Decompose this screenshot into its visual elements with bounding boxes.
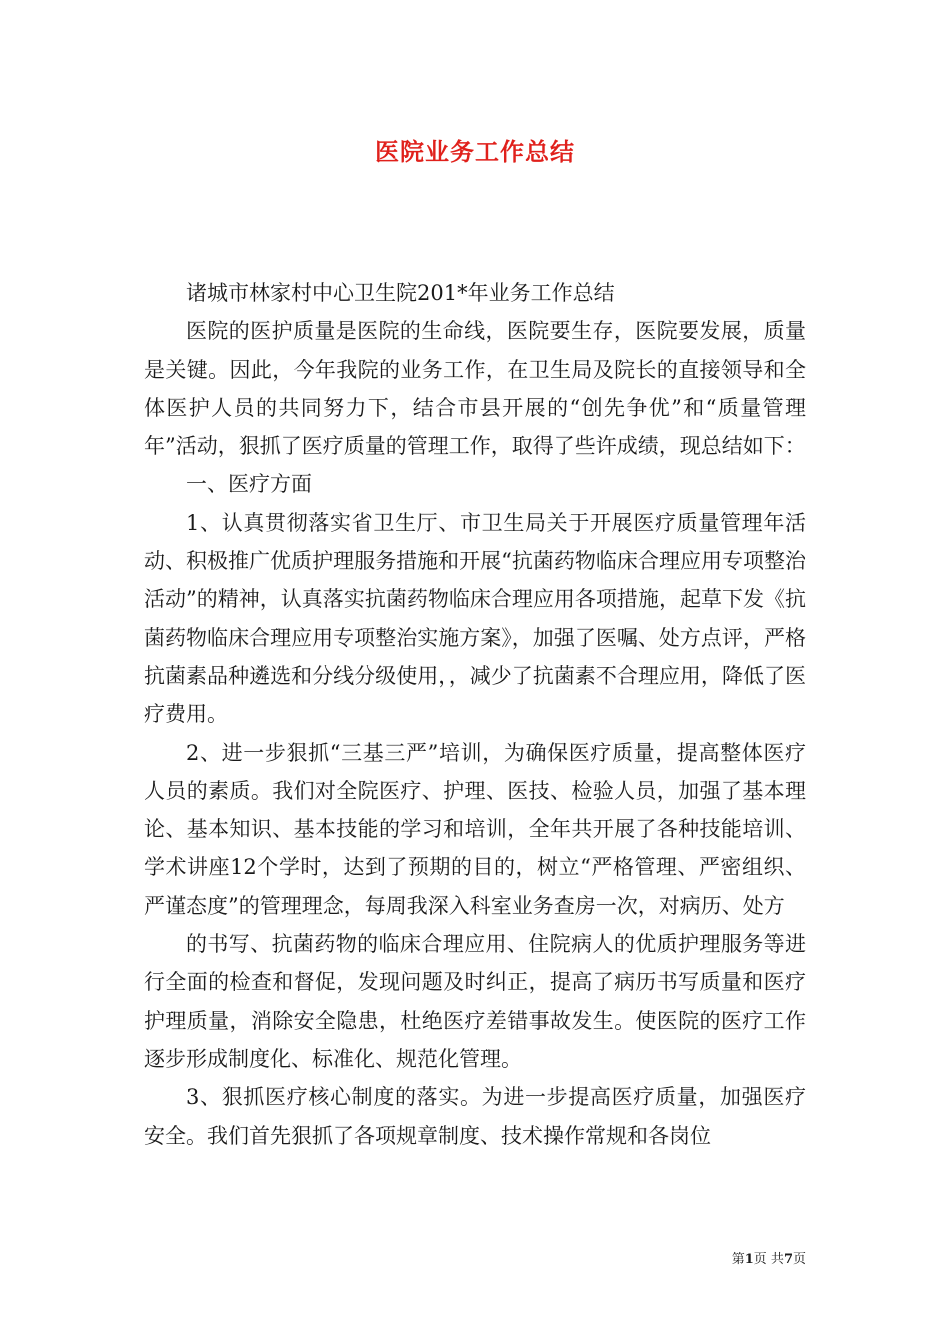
footer-total-pages: 7 — [783, 1252, 793, 1267]
footer-prefix: 第 — [731, 1252, 745, 1267]
footer-middle: 页 共 — [753, 1252, 784, 1267]
page-footer — [732, 1248, 806, 1267]
document-body — [144, 274, 806, 1155]
paragraph-item-3: 3、狠抓医疗核心制度的落实。为进一步提高医疗质量，加强医疗安全。我们首先狠抓了各项规章制度、技术操作常规和各岗位 — [144, 1085, 806, 1148]
footer-current-page: 1 — [744, 1252, 754, 1267]
paragraph-item-2: 2、进一步狠抓“三基三严”培训，为确保医疗质量，提高整体医疗人员的素质。我们对全院医疗、护理、医技、检验人员，加强了基本理论、基本知识、基本技能的学习和培训，全年共开展了各种技能培训、学术讲座12个学时，达到了预期的目的，树立“严格管理、严密组织、严谨态度”的管理理念，每周我深入科室业务查房一次，对病历、处方 — [144, 740, 806, 918]
paragraph-item-2-continued: 的书写、抗菌药物的临床合理应用、住院病人的优质护理服务等进行全面的检查和督促，发现问题及时纠正，提高了病历书写质量和医疗护理质量，消除安全隐患，杜绝医疗差错事故发生。使医院的医疗工作逐步形成制度化、标准化、规范化管理。 — [144, 932, 806, 1071]
paragraph-intro: 医院的医护质量是医院的生命线，医院要生存，医院要发展，质量是关键。因此，今年我院的业务工作，在卫生局及院长的直接领导和全体医护人员的共同努力下，结合市县开展的“创先争优”和“质量管理年”活动，狠抓了医疗质量的管理工作，取得了些许成绩，现总结如下： — [144, 319, 806, 459]
document-title: 医院业务工作总结 — [375, 137, 575, 166]
paragraph-item-1: 1、认真贯彻落实省卫生厅、市卫生局关于开展医疗质量管理年活动、积极推广优质护理服务措施和开展“抗菌药物临床合理应用专项整治活动”的精神，认真落实抗菌药物临床合理应用各项措施，起草下发《抗菌药物临床合理应用专项整治实施方案》，加强了医嘱、处方点评，严格抗菌素品种遴选和分线分级使用，，减少了抗菌素不合理应用，降低了医疗费用。 — [144, 510, 806, 727]
section-heading-medical: 一、医疗方面 — [186, 472, 312, 497]
footer-suffix: 页 — [792, 1252, 806, 1267]
paragraph-subtitle: 诸城市林家村中心卫生院201*年业务工作总结 — [186, 281, 615, 305]
